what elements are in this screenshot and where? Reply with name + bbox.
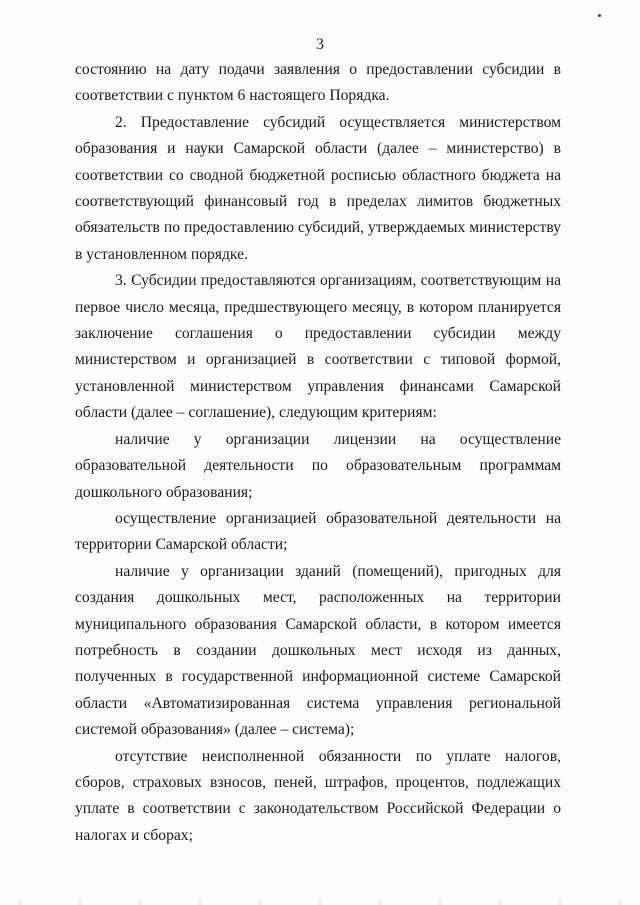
criterion-territory: осуществление организацией образовательной деятельности на территории Самарской области;	[75, 509, 561, 554]
paragraph-item-2: 2. Предоставление субсидий осуществляется министерством образования и науки Самарской области (далее – министерство) в соответствии со сводной бюджетной росписью областного бюджета на соответствующий финансовый год в пределах лимитов бюджетных обязательств по предоставлению субсидий, утверждаемых министерству в установленном порядке.	[75, 113, 561, 263]
page-number: 3	[316, 36, 324, 53]
criterion-no-tax-debt: отсутствие неисполненной обязанности по уплате налогов, сборов, страховых взносов, пеней, штрафов, процентов, подлежащих уплате в соответствии с законодательством Российской Федерации о налогах и сборах;	[75, 747, 561, 844]
scan-speck	[598, 14, 601, 17]
criterion-license: наличие у организации лицензии на осуществление образовательной деятельности по образовательным программам дошкольного образования;	[75, 430, 561, 501]
criterion-buildings: наличие у организации зданий (помещений), пригодных для создания дошкольных мест, расположенных на территории муниципального образования Самарской области, в котором имеется потребность в создании дошкольных мест исходя из данных, полученных в государственной информационной системе Самарской области «Автоматизированная система управления региональной системой образования» (далее – система);	[75, 562, 561, 739]
paragraph-continuation: состоянию на дату подачи заявления о предоставлении субсидии в соответствии с пунктом 6 настоящего Порядка.	[75, 61, 561, 105]
paragraph-item-3: 3. Субсидии предоставляются организациям, соответствующим на первое число месяца, предшествующего месяцу, в котором планируется заключение соглашения о предоставлении субсидии между министерством и организацией в соответствии с типовой формой, установленной министерством управления финансами Самарской области (далее – соглашение), следующим критериям:	[75, 272, 561, 422]
scan-bottom-edge	[0, 899, 640, 905]
document-body	[75, 57, 561, 849]
